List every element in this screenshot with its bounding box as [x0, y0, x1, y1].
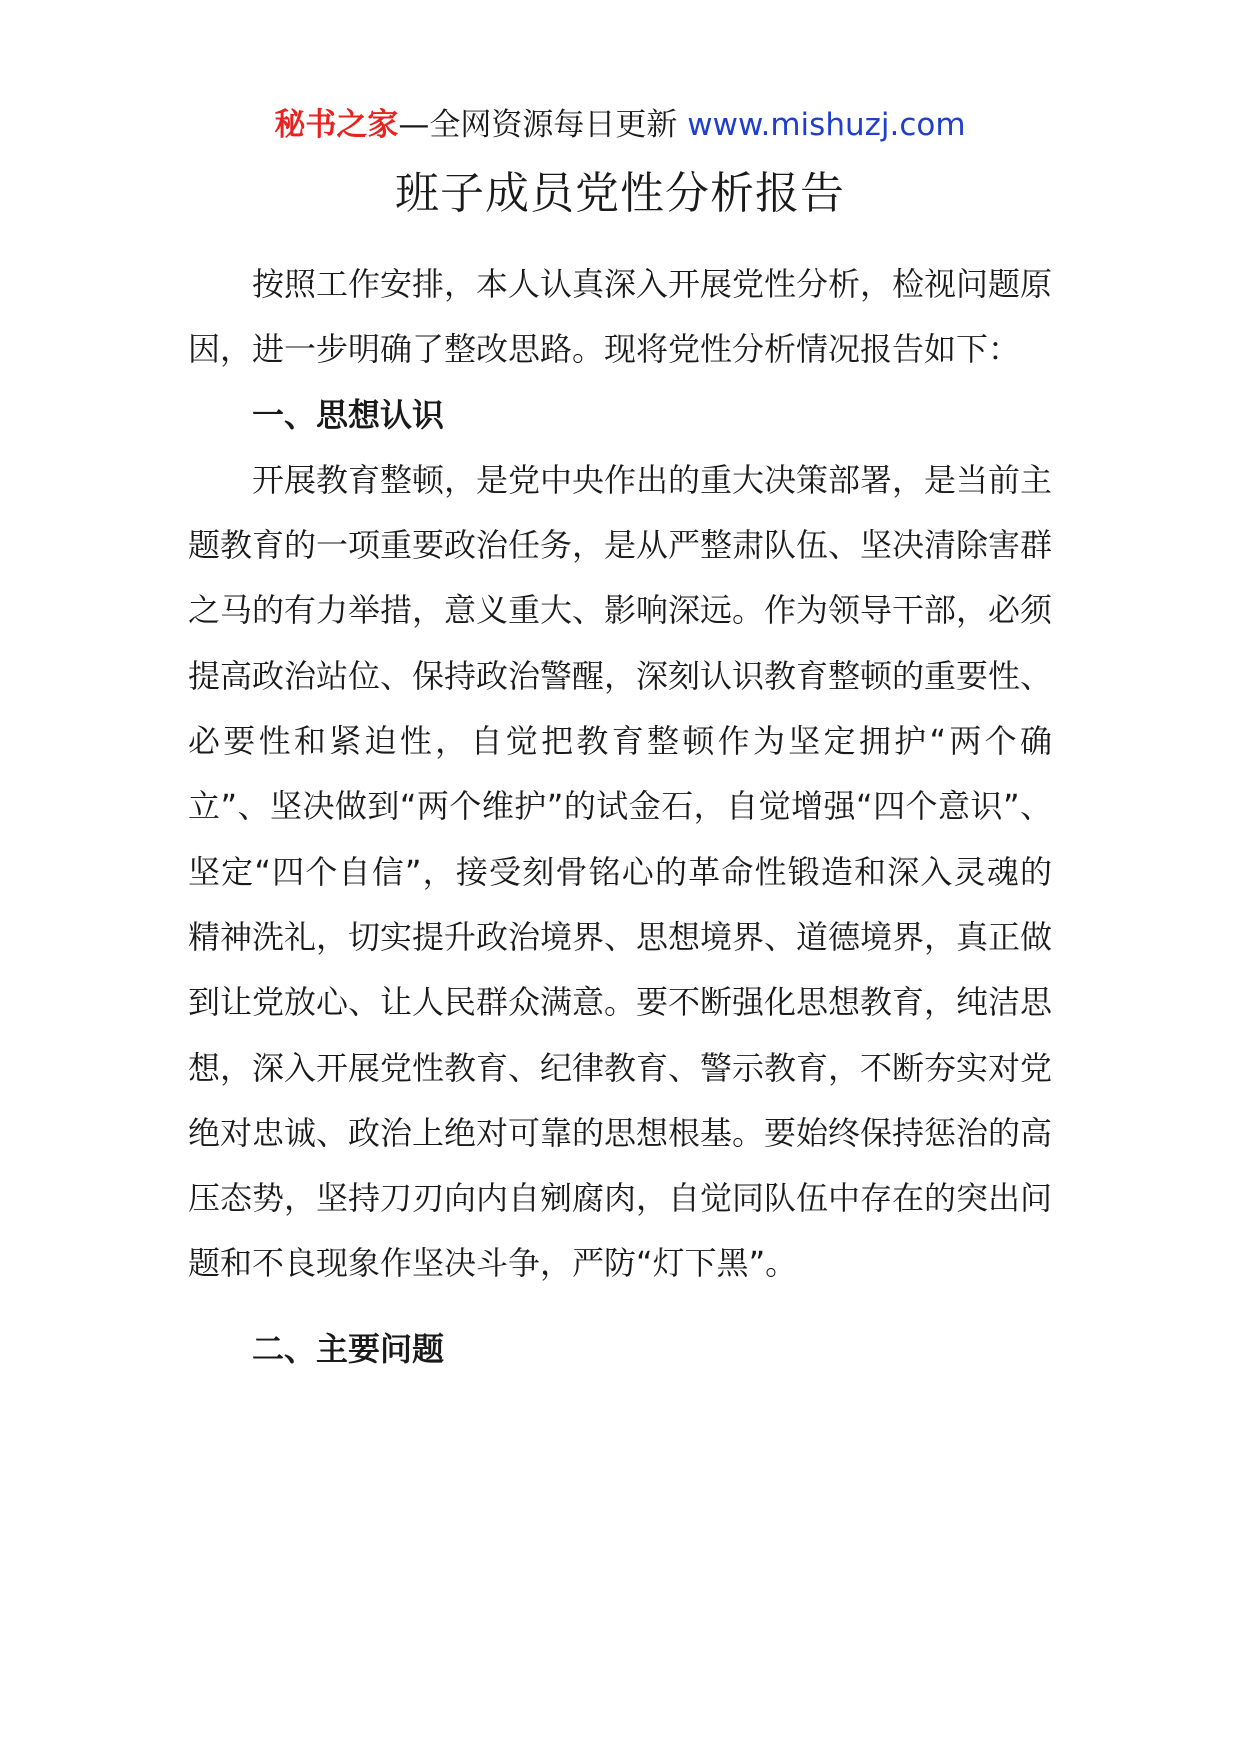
- site-url: www.mishuzj.com: [687, 107, 966, 143]
- document-body: [188, 252, 1052, 1382]
- intro-paragraph: 按照工作安排，本人认真深入开展党性分析，检视问题原因，进一步明确了整改思路。现将党性分析情况报告如下：: [188, 265, 1053, 369]
- document-title: 班子成员党性分析报告: [395, 168, 845, 219]
- section-spacer: [188, 1297, 1052, 1317]
- header-slogan: —全网资源每日更新: [398, 107, 688, 143]
- brand-name: 秘书之家: [274, 107, 399, 143]
- section-1-paragraph: 开展教育整顿，是党中央作出的重大决策部署，是当前主题教育的一项重要政治任务，是从严整肃队伍、坚决清除害群之马的有力举措，意义重大、影响深远。作为领导干部，必须提高政治站位、保持政治警醒，深刻认识教育整顿的重要性、必要性和紧迫性，自觉把教育整顿作为坚定拥护“两个确立”、坚决做到“两个维护”的试金石，自觉增强“四个意识”、坚定“四个自信”，接受刻骨铭心的革命性锻造和深入灵魂的精神洗礼，切实提升政治境界、思想境界、道德境界，真正做到让党放心、让人民群众满意。要不断强化思想教育，纯洁思想，深入开展党性教育、纪律教育、警示教育，不断夯实对党绝对忠诚、政治上绝对可靠的思想根基。要始终保持惩治的高压态势，坚持刀刃向内自剜腐肉，自觉同队伍中存在的突出问题和不良现象作坚决斗争，严防“灯下黑”。: [188, 460, 1053, 1283]
- site-header: [0, 100, 1240, 150]
- section-heading-2: 二、主要问题: [252, 1329, 445, 1368]
- section-heading-1: 一、思想认识: [252, 395, 445, 434]
